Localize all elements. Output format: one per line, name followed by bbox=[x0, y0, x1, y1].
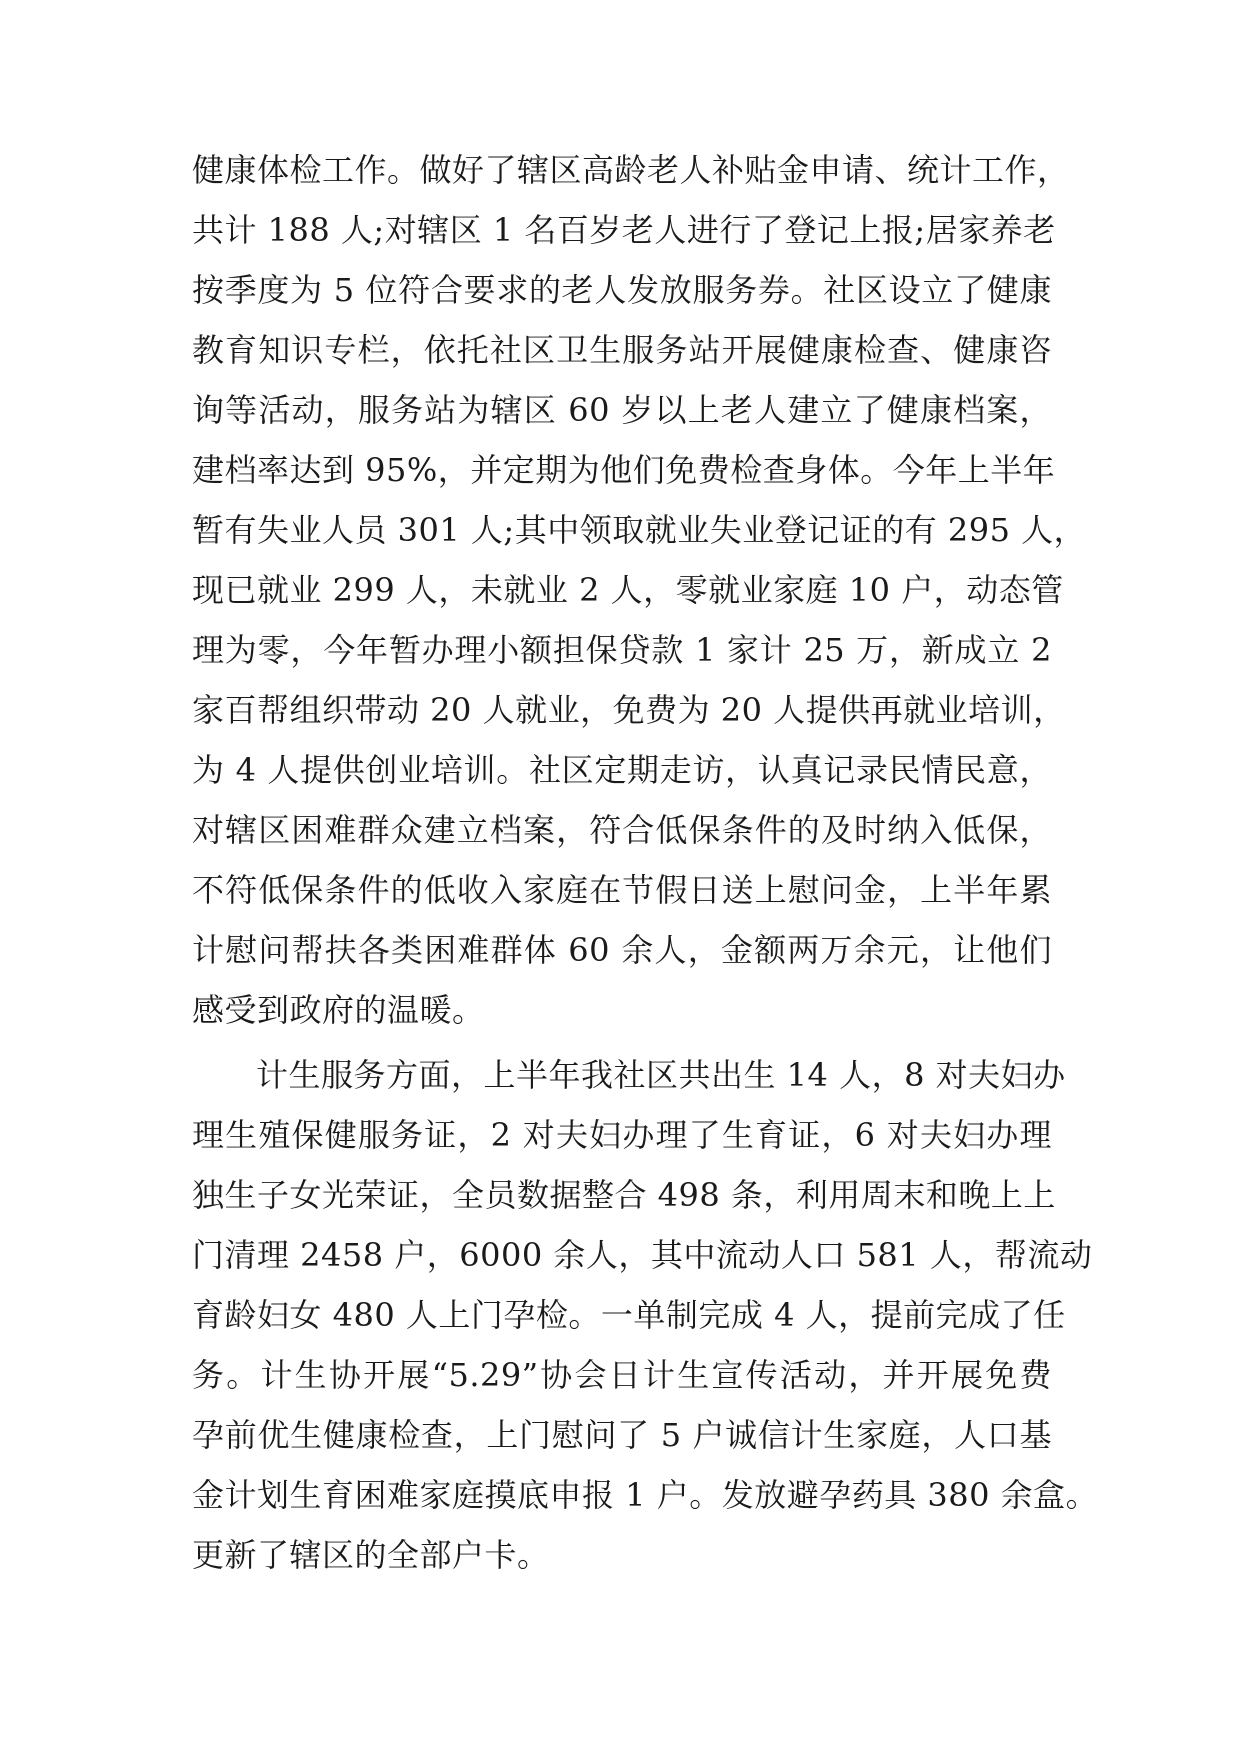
text-line: 计生服务方面，上半年我社区共出生 14 人，8 对夫妇办 bbox=[256, 1056, 1066, 1094]
text-line: 金计划生育困难家庭摸底申报 1 户。发放避孕药具 380 余盒。 bbox=[192, 1476, 1099, 1514]
text-line: 询等活动，服务站为辖区 60 岁以上老人建立了健康档案， bbox=[192, 391, 1052, 429]
text-line: 教育知识专栏，依托社区卫生服务站开展健康检查、健康咨 bbox=[192, 331, 1052, 369]
text-line: 育龄妇女 480 人上门孕检。一单制完成 4 人，提前完成了任 bbox=[192, 1296, 1066, 1334]
text-line: 按季度为 5 位符合要求的老人发放服务券。社区设立了健康 bbox=[192, 271, 1052, 309]
text-line: 务。计生协开展“5.29”协会日计生宣传活动，并开展免费 bbox=[192, 1356, 1052, 1394]
text-line: 对辖区困难群众建立档案，符合低保条件的及时纳入低保， bbox=[192, 811, 1052, 849]
text-line: 现已就业 299 人，未就业 2 人，零就业家庭 10 户，动态管 bbox=[192, 571, 1064, 609]
text-line: 为 4 人提供创业培训。社区定期走访，认真记录民情民意， bbox=[192, 751, 1052, 789]
text-line: 健康体检工作。做好了辖区高龄老人补贴金申请、统计工作， bbox=[192, 151, 1070, 189]
text-line: 家百帮组织带动 20 人就业，免费为 20 人提供再就业培训， bbox=[192, 691, 1066, 729]
text-line: 孕前优生健康检查，上门慰问了 5 户诚信计生家庭，人口基 bbox=[192, 1416, 1052, 1454]
text-line: 更新了辖区的全部户卡。 bbox=[192, 1536, 550, 1574]
text-line: 计慰问帮扶各类困难群体 60 余人，金额两万余元，让他们 bbox=[192, 931, 1052, 969]
text-line: 建档率达到 95%，并定期为他们免费检查身体。今年上半年 bbox=[192, 451, 1056, 489]
text-line: 门清理 2458 户，6000 余人，其中流动人口 581 人，帮流动 bbox=[192, 1236, 1093, 1274]
text-line: 暂有失业人员 301 人;其中领取就业失业登记证的有 295 人， bbox=[192, 511, 1087, 549]
text-line: 理为零，今年暂办理小额担保贷款 1 家计 25 万，新成立 2 bbox=[192, 631, 1052, 669]
text-line: 感受到政府的温暖。 bbox=[192, 991, 485, 1029]
text-line: 共计 188 人;对辖区 1 名百岁老人进行了登记上报;居家养老 bbox=[192, 211, 1056, 249]
text-line: 不符低保条件的低收入家庭在节假日送上慰问金，上半年累 bbox=[192, 871, 1052, 909]
text-line: 独生子女光荣证，全员数据整合 498 条，利用周末和晚上上 bbox=[192, 1176, 1056, 1214]
text-line: 理生殖保健服务证，2 对夫妇办理了生育证，6 对夫妇办理 bbox=[192, 1116, 1052, 1154]
